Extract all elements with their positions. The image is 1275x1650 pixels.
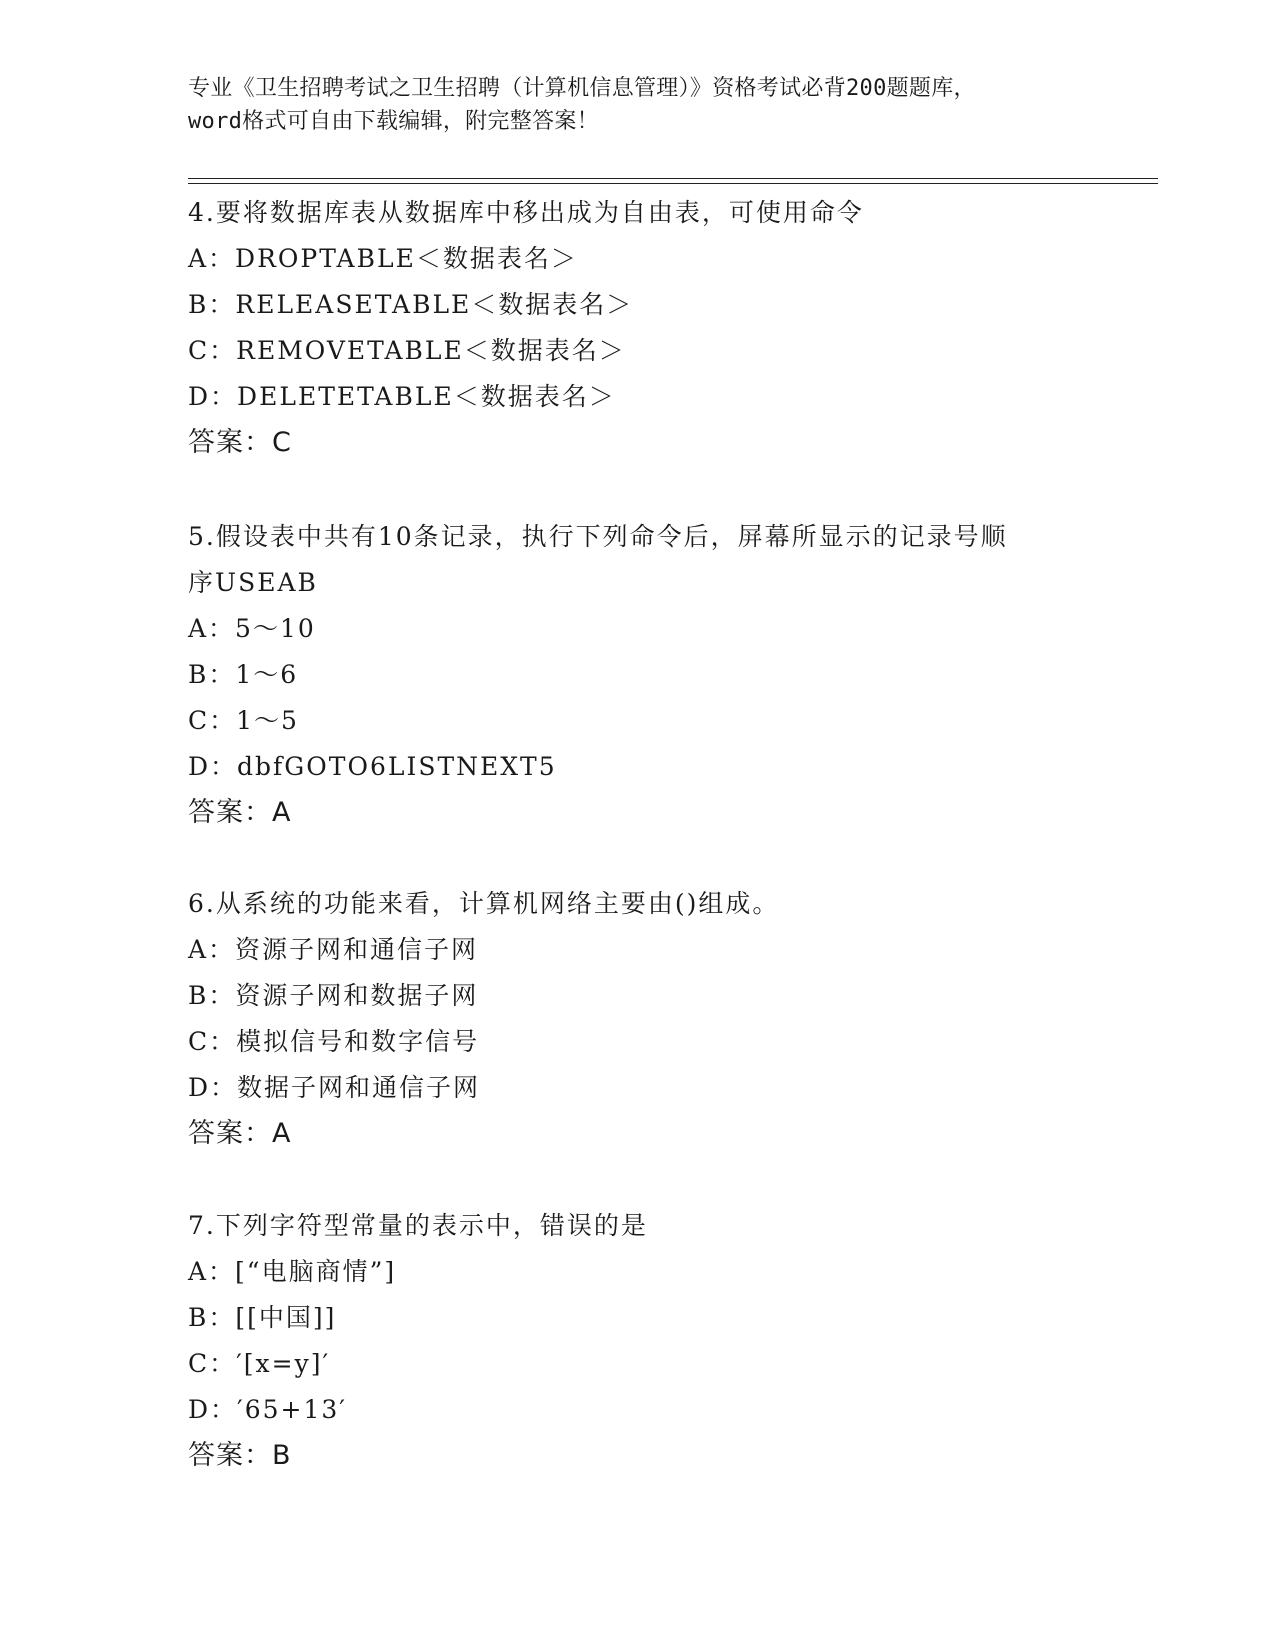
- option-d: D：数据子网和通信子网: [188, 1073, 481, 1102]
- option-d: D：DELETETABLE＜数据表名＞: [188, 382, 616, 411]
- question-stem: 7.下列字符型常量的表示中，错误的是: [188, 1211, 648, 1240]
- document-header: [188, 72, 1088, 138]
- answer-label: 答案：A: [188, 1118, 292, 1149]
- option-c: C：′[x=y]′: [188, 1349, 331, 1378]
- option-b: B：[[中国]]: [188, 1303, 337, 1332]
- header-line-1: 专业《卫生招聘考试之卫生招聘（计算机信息管理）》资格考试必背200题题库，: [188, 76, 976, 101]
- question-stem: 5.假设表中共有10条记录，执行下列命令后，屏幕所显示的记录号顺: [188, 522, 1008, 551]
- option-d: D：dbfGOTO6LISTNEXT5: [188, 752, 557, 781]
- question-stem: 6.从系统的功能来看，计算机网络主要由()组成。: [188, 889, 780, 918]
- option-d: D：′65+13′: [188, 1395, 347, 1424]
- option-b: B：RELEASETABLE＜数据表名＞: [188, 290, 634, 319]
- answer-label: 答案：A: [188, 797, 292, 828]
- answer-label: 答案：C: [188, 427, 292, 458]
- option-c: C：1～5: [188, 706, 299, 735]
- answer-label: 答案：B: [188, 1440, 292, 1471]
- header-line-2: word格式可自由下载编辑，附完整答案！: [188, 109, 599, 134]
- option-a: A：5～10: [188, 614, 316, 643]
- option-c: C：REMOVETABLE＜数据表名＞: [188, 336, 626, 365]
- question-5: [188, 514, 1088, 836]
- option-b: B：1～6: [188, 660, 299, 689]
- question-7: [188, 1203, 1088, 1479]
- option-a: A：资源子网和通信子网: [188, 935, 479, 964]
- question-4: [188, 190, 1088, 466]
- option-c: C：模拟信号和数字信号: [188, 1027, 480, 1056]
- question-6: [188, 881, 1088, 1157]
- header-divider-bottom: [188, 183, 1158, 184]
- question-stem: 4.要将数据库表从数据库中移出成为自由表，可使用命令: [188, 198, 864, 227]
- question-stem-continued: 序USEAB: [188, 568, 318, 597]
- option-a: A：DROPTABLE＜数据表名＞: [188, 244, 578, 273]
- option-b: B：资源子网和数据子网: [188, 981, 479, 1010]
- option-a: A：[“电脑商情”]: [188, 1257, 397, 1286]
- header-divider-top: [188, 178, 1158, 179]
